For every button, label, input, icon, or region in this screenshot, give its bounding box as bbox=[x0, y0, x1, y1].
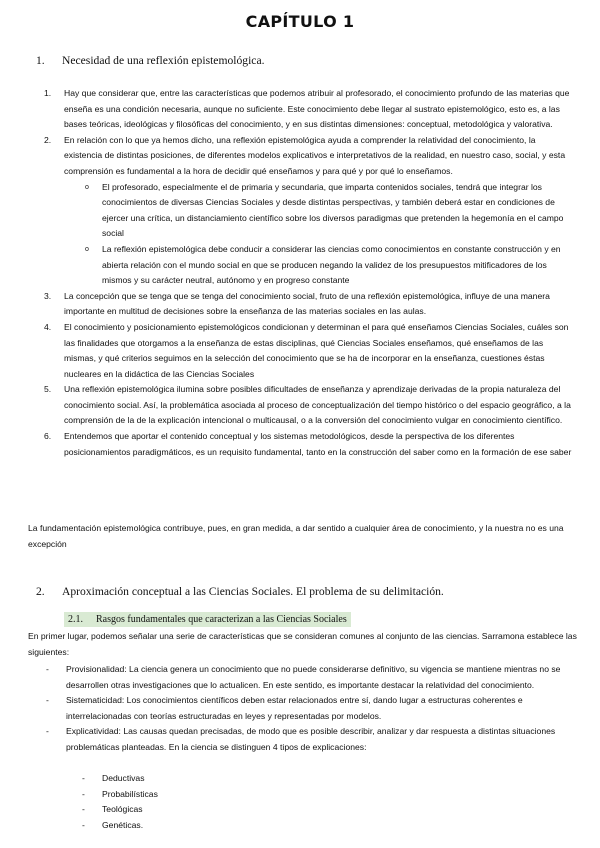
section-1-number: 1. bbox=[36, 54, 45, 67]
list-item: 6. Entendemos que aportar el contenido conceptual y los sistemas metodológicos, desde la perspectiva de los diferentes posicionamientos paradigmáticos, es un requisito fundamental, tanto en la construcción del saber como en la formación de ese saber bbox=[44, 431, 572, 457]
list-item: - Probabilísticas bbox=[82, 788, 158, 799]
circle-bullet-icon: o bbox=[85, 245, 89, 253]
list-item: - Sistematicidad: Los conocimientos científicos deben estar relacionados entre sí, dando lugar a estructuras coherentes e interrelacionadas con teorías estructuradas en leyes y representadas por modelos. bbox=[46, 695, 523, 721]
section-2-title: Aproximación conceptual a las Ciencias Sociales. El problema de su delimitación. bbox=[62, 585, 444, 598]
list-item: - Teológicas bbox=[82, 804, 143, 815]
subsection-heading bbox=[64, 612, 351, 627]
list-item: 2. En relación con lo que ya hemos dicho, una reflexión epistemológica ayuda a comprender la relatividad del conocimiento, la existencia de distintas posiciones, de diferentes modelos explicativos e interpretativos de la realidad, en nuestro caso, social, y esta comprensión es fundamental a la hora de decidir qué enseñamos y para qué y por qué lo enseñamos. bbox=[44, 134, 566, 176]
section-1-list bbox=[44, 86, 576, 460]
list-item: - Genéticas. bbox=[82, 819, 144, 830]
section-1-title: Necesidad de una reflexión epistemológica. bbox=[62, 54, 265, 67]
intro-paragraph: En primer lugar, podemos señalar una serie de características que se consideran comunes al conjunto de las ciencias. Sarramona establece las siguientes: bbox=[28, 631, 577, 657]
closing-paragraph: La fundamentación epistemológica contribuye, pues, en gran medida, a dar sentido a cualquier área de conocimiento, y la nuestra no es una excepción bbox=[28, 523, 564, 549]
sub-list-item: o La reflexión epistemológica debe conducir a considerar las ciencias como conocimientos en constante construcción y en abierta relación con el mundo social en que se producen negando la validez de los presupuestos mitificadores de los mismos y su carácter neutral, autónomo y en progreso constante bbox=[85, 243, 561, 286]
list-item: - Deductivas bbox=[82, 773, 145, 783]
list-item: 5. Una reflexión epistemológica ilumina sobre posibles dificultades de enseñanza y aprendizaje derivadas de la propia naturaleza del conocimiento social. Así, la problemática asociada al proceso de conceptualización del tiempo histórico o del espacio geográfico, a la comprensión de la de la explicación intencional o multicausal, o a la conversión del conocimiento vulgar en conocimiento científico. bbox=[44, 384, 571, 426]
list-item: - Provisionalidad: La ciencia genera un conocimiento que no puede considerarse definitivo, su vigencia se mantiene mientras no se desarrollen otras investigaciones que lo actualicen. En este sentido, es importante destacar la relatividad del conocimiento. bbox=[46, 664, 561, 690]
explanations-list bbox=[82, 771, 282, 833]
list-item: 1. Hay que considerar que, entre las características que podemos atribuir al profesorado, el conocimiento profundo de las materias que enseña es una condición necesaria, aunque no suficiente. Este conocimiento debe llegar al sustrato epistemológico, esto es, a las bases teóricas, ideológicas y filosóficas del conocimiento, y en sus distintas dimensiones: conceptual, metodológica y valorativa. bbox=[44, 88, 570, 130]
subsection-title: Rasgos fundamentales que caracterizan a las Ciencias Sociales bbox=[96, 614, 347, 625]
list-item: - Explicatividad: Las causas quedan precisadas, de modo que es posible describir, analizar y dar respuesta a distintas situaciones problemáticas planteadas. En la ciencia se distinguen 4 tipos de explicaciones: bbox=[46, 726, 556, 752]
subsection-number: 2.1. bbox=[68, 614, 83, 625]
sub-list-item: o El profesorado, especialmente el de primaria y secundaria, que imparta contenidos sociales, tendrá que integrar los conocimientos de diversas Ciencias Sociales y desde distintas perspectivas, y también deberá estar en condiciones de ejercer una crítica, un distanciamiento científico sobre los diversos paradigmas que pretenden la hegemonía en el campo social bbox=[85, 181, 564, 239]
features-list bbox=[46, 662, 576, 756]
circle-bullet-icon: o bbox=[85, 183, 89, 191]
list-item: 4. El conocimiento y posicionamiento epistemológicos condicionan y determinan el para qué enseñamos Ciencias Sociales, cuáles son las finalidades que otorgamos a la enseñanza de estas disciplinas, qué Ciencias Sociales enseñamos, qué enseñamos de las mismas, y qué criterios seguimos en la selección del conocimiento que se ha de incorporar en la enseñanza, cuestiones éstas nucleares en la didáctica de las Ciencias Sociales bbox=[44, 321, 569, 379]
section-2-number: 2. bbox=[36, 585, 45, 598]
chapter-title: CAPÍTULO 1 bbox=[245, 12, 355, 31]
list-item: 3. La concepción que se tenga que se tenga del conocimiento social, fruto de una reflexión epistemológica, influye de una manera importante en multitud de decisiones sobre la enseñanza de las materias sociales en las aulas. bbox=[44, 290, 550, 317]
